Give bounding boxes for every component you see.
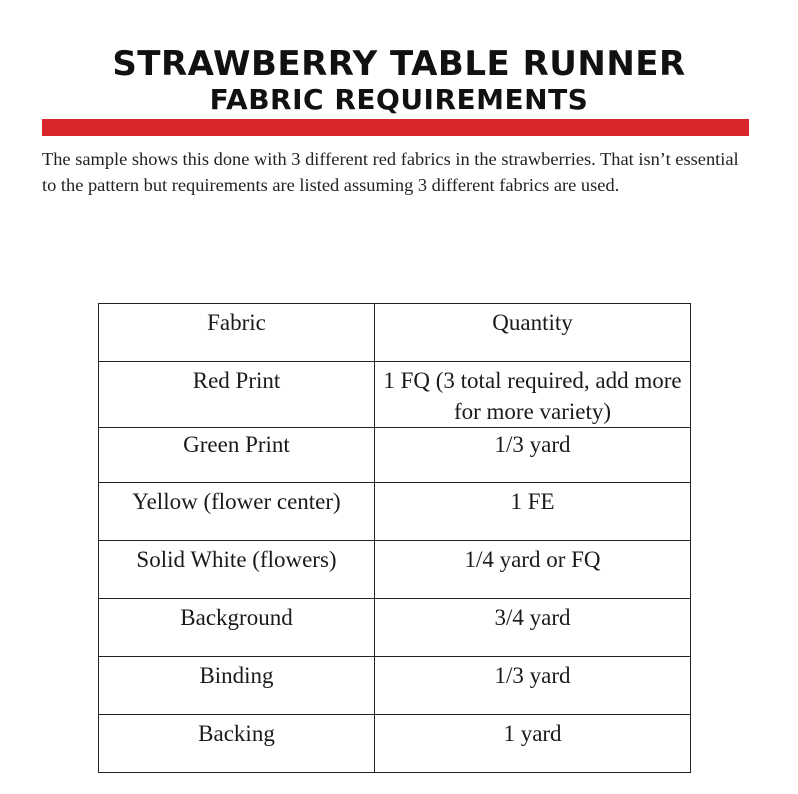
fabric-cell: Background — [99, 599, 375, 657]
intro-paragraph: The sample shows this done with 3 different red fabrics in the strawberries. That isn’t essential to the pattern but requirements are listed assuming 3 different fabrics are used. — [42, 149, 739, 195]
table-row — [99, 715, 691, 773]
quantity-cell: 1/3 yard — [375, 657, 691, 715]
fabric-cell: Green Print — [99, 428, 375, 483]
fabric-cell: Solid White (flowers) — [99, 541, 375, 599]
quantity-cell: 1/3 yard — [375, 428, 691, 483]
column-header-quantity: Quantity — [375, 304, 691, 362]
column-header-fabric: Fabric — [99, 304, 375, 362]
quantity-cell: 1/4 yard or FQ — [375, 541, 691, 599]
title-divider-bar — [42, 119, 749, 136]
table-row — [99, 483, 691, 541]
fabric-requirements-table — [98, 303, 691, 773]
fabric-cell: Backing — [99, 715, 375, 773]
table-row — [99, 599, 691, 657]
table-row — [99, 657, 691, 715]
page-title: STRAWBERRY TABLE RUNNER — [112, 44, 686, 84]
table-row — [99, 541, 691, 599]
fabric-cell: Binding — [99, 657, 375, 715]
quantity-cell: 3/4 yard — [375, 599, 691, 657]
fabric-cell: Red Print — [99, 362, 375, 428]
fabric-cell: Yellow (flower center) — [99, 483, 375, 541]
quantity-cell: 1 FQ (3 total required, add more for more variety) — [375, 362, 691, 428]
quantity-cell: 1 yard — [375, 715, 691, 773]
table-row — [99, 428, 691, 483]
table-header-row — [99, 304, 691, 362]
quantity-cell: 1 FE — [375, 483, 691, 541]
table-row — [99, 362, 691, 428]
page-subtitle: FABRIC REQUIREMENTS — [209, 83, 589, 116]
